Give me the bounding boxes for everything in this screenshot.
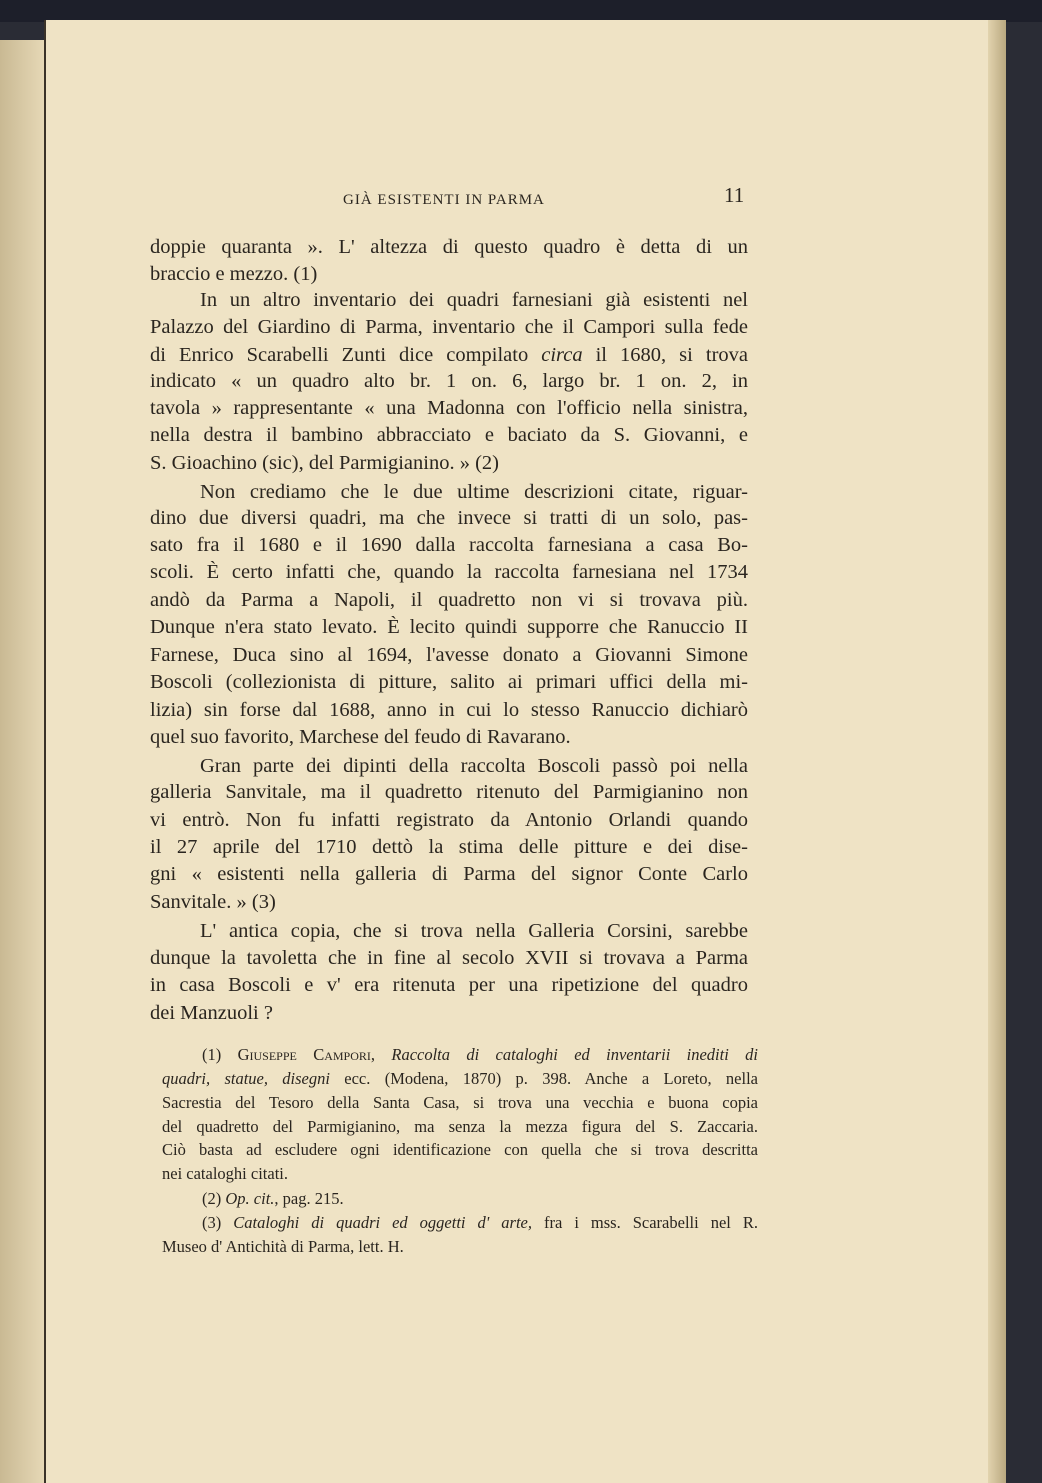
italic-text: Raccolta di cataloghi ed inventarii inediti di [391, 1045, 758, 1064]
running-head: GIÀ ESISTENTI IN PARMA [343, 192, 545, 208]
body-text-line [150, 316, 748, 344]
body-text-line [150, 534, 748, 562]
body-text-line [150, 263, 748, 286]
text-segment: dunque la tavoletta che in fine al secolo XVII si trovava a Parma [150, 947, 748, 969]
text-segment: (2) [202, 1189, 226, 1208]
text-segment: lizia) sin forse dal 1688, anno in cui lo stesso Ranuccio dichiarò [150, 699, 748, 721]
footnote-line [162, 1237, 758, 1257]
body-text-line [150, 836, 748, 864]
text-segment: ecc. (Modena, 1870) p. 398. Anche a Loreto, nella [329, 1069, 758, 1088]
body-text-line [150, 974, 748, 1002]
text-segment: L' antica copia, che si trova nella Galleria Corsini, sarebbe [200, 920, 748, 942]
text-segment: indicato « un quadro alto br. 1 on. 6, largo br. 1 on. 2, in [150, 370, 748, 392]
body-text-line [150, 344, 748, 372]
body-text-line [150, 699, 748, 727]
text-segment: Ciò basta ad escludere ogni identificazione con quella che si trova descritta [162, 1140, 758, 1159]
text-segment: Palazzo del Giardino di Parma, inventario che il Campori sulla fede [150, 316, 748, 338]
text-segment: nella destra il bambino abbracciato e baciato da S. Giovanni, e [150, 424, 748, 446]
text-segment: andò da Parma a Napoli, il quadretto non vi si trovava più. [150, 589, 748, 611]
body-text-line [150, 397, 748, 425]
text-segment: In un altro inventario dei quadri farnesiani già esistenti nel [200, 289, 748, 311]
body-text-line [150, 370, 748, 398]
body-text-line [150, 424, 748, 452]
body-text-line [150, 891, 748, 914]
text-segment: fra i mss. Scarabelli nel R. [532, 1213, 758, 1232]
text-segment: Sanvitale. » (3) [150, 891, 276, 913]
text-segment: braccio e mezzo. (1) [150, 263, 318, 285]
body-text-line [150, 726, 748, 749]
italic-text: quadri, statue, disegni [162, 1069, 330, 1088]
italic-text: circa [541, 344, 583, 366]
footnote-line [162, 1189, 758, 1209]
body-text-line [150, 781, 748, 809]
text-segment: Farnese, Duca sino al 1694, l'avesse donato a Giovanni Simone [150, 644, 748, 666]
body-text-line [150, 561, 748, 589]
body-text-line [150, 644, 748, 672]
text-segment: Dunque n'era stato levato. È lecito quindi supporre che Ranuccio II [150, 616, 748, 638]
text-segment: Boscoli (collezionista di pitture, salito ai primari uffici della mi- [150, 671, 748, 693]
text-segment: il 1680, si trova [582, 344, 748, 366]
text-segment: galleria Sanvitale, ma il quadretto ritenuto del Parmigianino non [150, 781, 748, 803]
text-segment: , pag. 215. [274, 1189, 344, 1208]
italic-text: Op. cit. [225, 1189, 275, 1208]
text-segment: quel suo favorito, Marchese del feudo di Ravarano. [150, 726, 571, 748]
small-caps-text: Giuseppe Campori [237, 1045, 371, 1064]
scanner-border [0, 0, 1042, 22]
body-text-line [150, 920, 748, 948]
text-segment: dino due diversi quadri, ma che invece si tratti di un solo, pas- [150, 507, 748, 529]
body-text-line [150, 481, 748, 509]
text-segment: del quadretto del Parmigianino, ma senza la mezza figura del S. Zaccaria. [162, 1117, 758, 1136]
body-text-line [150, 236, 748, 264]
body-text-line [150, 452, 748, 475]
text-segment: Sacrestia del Tesoro della Santa Casa, si trova una vecchia e buona copia [162, 1093, 758, 1112]
text-segment: gni « esistenti nella galleria di Parma del signor Conte Carlo [150, 863, 748, 885]
body-text-line [150, 616, 748, 644]
body-text-line [150, 671, 748, 699]
body-text-line [150, 947, 748, 975]
body-text-line [150, 755, 748, 783]
text-segment: nei cataloghi citati. [162, 1164, 288, 1183]
text-segment: S. Gioachino (sic), del Parmigianino. » (2) [150, 452, 500, 474]
text-segment: dei Manzuoli ? [150, 1002, 273, 1024]
body-text-line [150, 589, 748, 617]
footnote-line [162, 1164, 758, 1184]
previous-page-edge [0, 40, 44, 1483]
text-segment: doppie quaranta ». L' altezza di questo quadro è detta di un [150, 236, 748, 258]
text-segment: , [370, 1045, 392, 1064]
text-segment: Non crediamo che le due ultime descrizioni citate, riguar- [200, 481, 748, 503]
page-number: 11 [724, 183, 745, 207]
text-segment: Gran parte dei dipinti della raccolta Boscoli passò poi nella [200, 755, 748, 777]
text-segment: sato fra il 1680 e il 1690 dalla raccolta farnesiana a casa Bo- [150, 534, 748, 556]
text-segment: in casa Boscoli e v' era ritenuta per una ripetizione del quadro [150, 974, 748, 996]
text-segment: il 27 aprile del 1710 dettò la stima delle pitture e dei dise- [150, 836, 748, 858]
body-text-line [150, 507, 748, 535]
text-segment: (1) [202, 1045, 238, 1064]
body-text-line [150, 1002, 748, 1025]
body-text-line [150, 863, 748, 891]
page-edge [988, 20, 1006, 1483]
body-text-line [150, 289, 748, 317]
text-segment: tavola » rappresentante « una Madonna con l'officio nella sinistra, [150, 397, 748, 419]
text-segment: Museo d' Antichità di Parma, lett. H. [162, 1237, 404, 1256]
text-segment: vi entrò. Non fu infatti registrato da Antonio Orlandi quando [150, 809, 748, 831]
body-text-line [150, 809, 748, 837]
italic-text: Cataloghi di quadri ed oggetti d' arte, [233, 1213, 533, 1232]
text-segment: (3) [202, 1213, 234, 1232]
text-segment: scoli. È certo infatti che, quando la raccolta farnesiana nel 1734 [150, 561, 748, 583]
text-segment: di Enrico Scarabelli Zunti dice compilato [150, 344, 542, 366]
